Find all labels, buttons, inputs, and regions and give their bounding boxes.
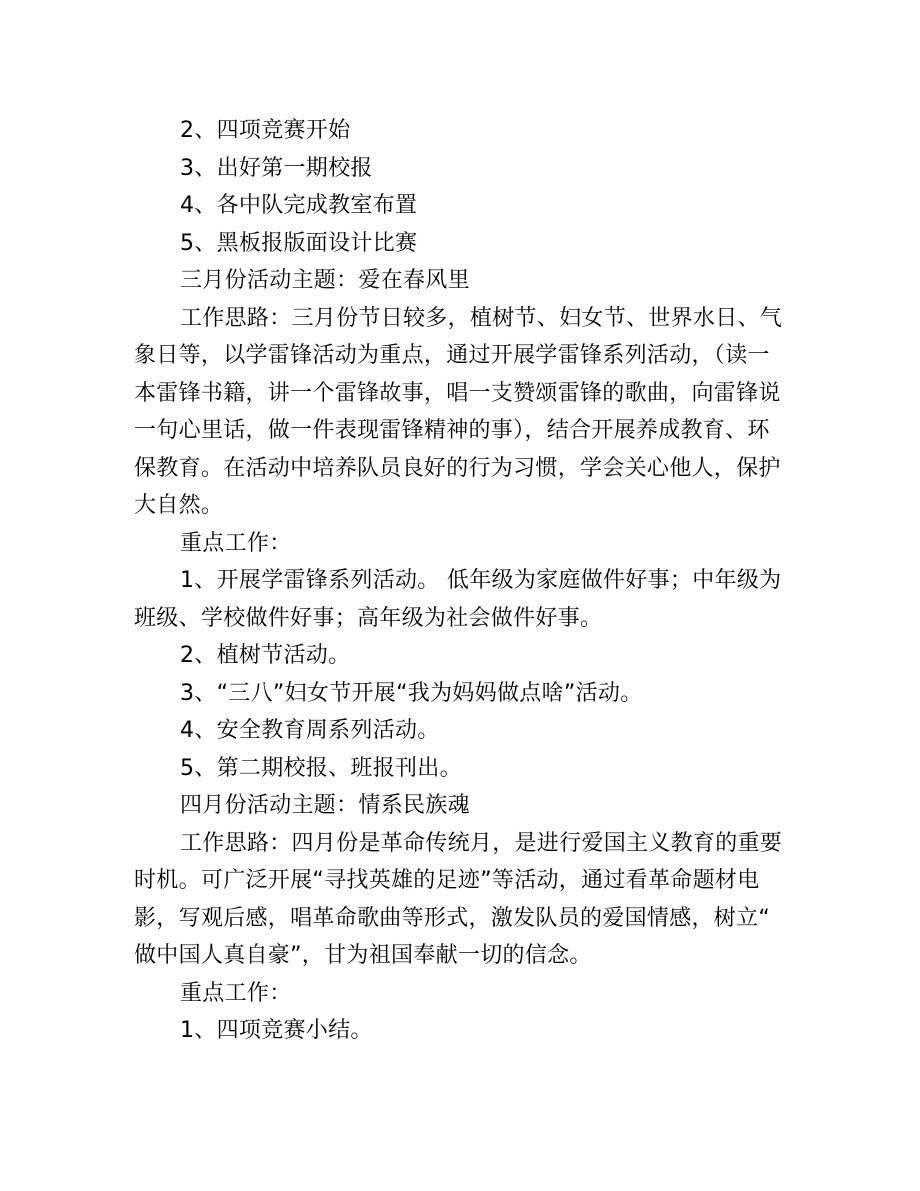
list-item: 2、植树节活动。: [180, 643, 351, 668]
text-line: 4、各中队完成教室布置: [180, 193, 418, 218]
paragraph-line: 工作思路：四月份是革命传统月，是进行爱国主义教育的重要: [180, 830, 783, 856]
paragraph-line: 本雷锋书籍，讲一个雷锋故事，唱一支赞颂雷锋的歌曲，向雷锋说: [134, 380, 781, 406]
text-line: 5、黑板报版面设计比赛: [180, 230, 418, 256]
list-item: 1、开展学雷锋系列活动。 低年级为家庭做件好事；中年级为: [180, 568, 782, 593]
section-heading: 四月份活动主题：情系民族魂: [180, 793, 470, 818]
subheading: 重点工作：: [180, 980, 292, 1006]
paragraph-line: 大自然。: [134, 493, 224, 518]
document-body: [134, 112, 784, 1050]
list-item-continuation: 班级、学校做件好事；高年级为社会做件好事。: [134, 605, 603, 631]
text-line: 3、出好第一期校报: [180, 155, 373, 181]
paragraph-line: 时机。可广泛开展“寻找英雄的足迹”等活动，通过看革命题材电: [134, 868, 760, 893]
text-line: 2、四项竞赛开始: [180, 118, 351, 143]
list-item: 5、第二期校报、班报刊出。: [180, 755, 462, 781]
paragraph-line: 工作思路：三月份节日较多，植树节、妇女节、世界水日、气: [180, 305, 783, 331]
paragraph-line: 做中国人真自豪”，甘为祖国奉献一切的信念。: [134, 943, 592, 968]
paragraph-line: 保教育。在活动中培养队员良好的行为习惯，学会关心他人，保护: [134, 455, 781, 481]
paragraph-line: 一句心里话，做一件表现雷锋精神的事），结合开展养成教育、环: [134, 418, 770, 443]
subheading: 重点工作：: [180, 530, 292, 556]
paragraph-line: 象日等，以学雷锋活动为重点，通过开展学雷锋系列活动，（读一: [134, 343, 770, 368]
list-item: 4、安全教育周系列活动。: [180, 718, 440, 743]
section-heading: 三月份活动主题：爱在春风里: [180, 268, 470, 293]
list-item: 3、“三八”妇女节开展“我为妈妈做点啥”活动。: [180, 680, 643, 706]
list-item: 1、四项竞赛小结。: [180, 1018, 373, 1043]
paragraph-line: 影，写观后感，唱革命歌曲等形式，激发队员的爱国情感，树立“: [134, 905, 771, 931]
